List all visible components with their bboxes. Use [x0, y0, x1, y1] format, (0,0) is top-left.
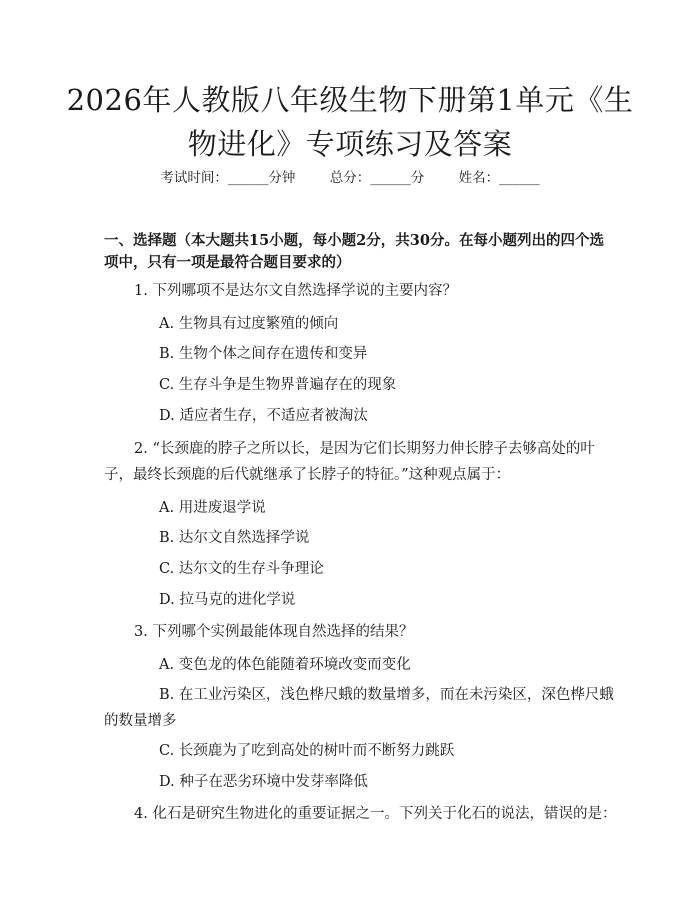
question-3-option-c: C. 长颈鹿为了吃到高处的树叶而不断努力跳跃	[159, 743, 455, 759]
question-1-option-d: D. 适应者生存，不适应者被淘汰	[159, 408, 368, 424]
question-3-stem: 3. 下列哪个实例最能体现自然选择的结果？	[134, 624, 414, 640]
exam-meta-line	[0, 168, 700, 188]
question-1-stem: 1. 下列哪项不是达尔文自然选择学说的主要内容？	[134, 283, 457, 299]
question-1-option-b: B. 生物个体之间存在遗传和变异	[159, 346, 368, 362]
section-heading-line-2: 项中，只有一项是最符合题目要求的）	[104, 254, 351, 271]
question-3-option-b-line-1: B. 在工业污染区，浅色桦尺蛾的数量增多，而在未污染区，深色桦尺蛾	[159, 687, 614, 703]
question-2-stem-line-2: 子，最终长颈鹿的后代就继承了长脖子的特征。”这种观点属于：	[104, 467, 511, 483]
question-2-option-d: D. 拉马克的进化学说	[159, 592, 296, 608]
question-2-option-a: A. 用进废退学说	[159, 500, 266, 516]
question-2-option-b: B. 达尔文自然选择学说	[159, 530, 310, 546]
section-heading-line-1: 一、选择题（本大题共15小题，每小题2分，共30分。在每小题列出的四个选	[104, 232, 604, 249]
exam-time-field: 考试时间：______分钟	[160, 170, 296, 186]
question-3-option-a: A. 变色龙的体色能随着环境改变而变化	[159, 657, 411, 673]
student-name-field: 姓名：______	[458, 170, 540, 186]
question-3-option-b-line-2: 的数量增多	[104, 713, 177, 729]
question-4-stem: 4. 化石是研究生物进化的重要证据之一。下列关于化石的说法，错误的是：	[134, 806, 617, 822]
question-2-option-c: C. 达尔文的生存斗争理论	[159, 561, 324, 577]
question-2-stem-line-1: 2. “长颈鹿的脖子之所以长，是因为它们长期努力伸长脖子去够高处的叶	[134, 441, 595, 457]
total-score-field: 总分：______分	[329, 170, 425, 186]
question-3-option-d: D. 种子在恶劣环境中发芽率降低	[159, 774, 368, 790]
question-1-option-a: A. 生物具有过度繁殖的倾向	[159, 316, 339, 332]
section-heading	[104, 230, 604, 274]
title-line-1: 2026年人教版八年级生物下册第1单元《生	[66, 83, 634, 117]
document-title	[60, 78, 640, 166]
question-1-option-c: C. 生存斗争是生物界普遍存在的现象	[159, 377, 397, 393]
title-line-2: 物进化》专项练习及答案	[187, 127, 513, 161]
